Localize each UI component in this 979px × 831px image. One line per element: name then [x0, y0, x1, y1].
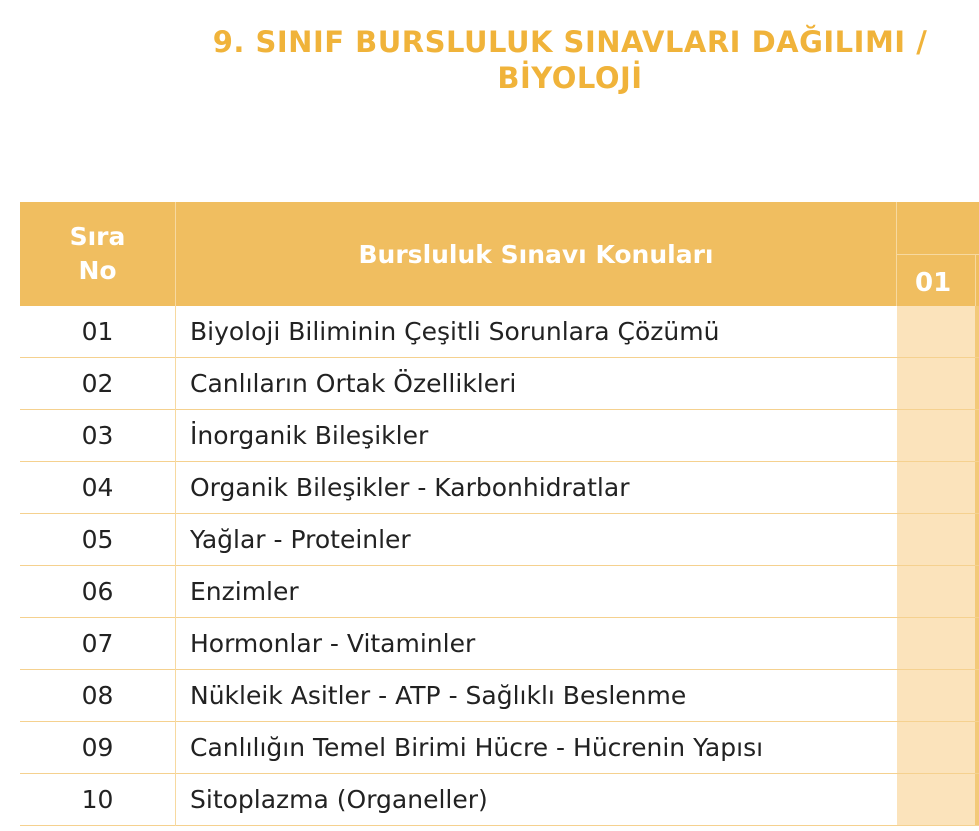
header-divider: [975, 255, 976, 306]
table-row: [20, 358, 979, 410]
row-divider: [175, 410, 176, 462]
row-number: 03: [81, 421, 114, 450]
row-topic: Hormonlar - Vitaminler: [190, 629, 476, 658]
page-title: [200, 24, 940, 96]
row-fill-edge: [975, 514, 979, 565]
row-divider: [175, 618, 176, 670]
row-divider: [175, 358, 176, 410]
header-no-label: No: [78, 256, 117, 285]
table-row: [20, 566, 979, 618]
row-topic: Canlılığın Temel Birimi Hücre - Hücrenin Yapısı: [190, 733, 764, 762]
row-divider: [175, 722, 176, 774]
title-line-1: 9. SINIF BURSLULUK SINAVLARI DAĞILIMI /: [212, 25, 928, 59]
row-number: 10: [81, 785, 114, 814]
table-header: [20, 202, 979, 306]
row-fill-edge: [975, 618, 979, 669]
row-number: 02: [81, 369, 114, 398]
row-fill-cell: [897, 358, 979, 409]
table-row: [20, 514, 979, 566]
row-topic: Canlıların Ortak Özellikleri: [190, 369, 517, 398]
row-number: 06: [81, 577, 114, 606]
table-row: [20, 410, 979, 462]
table-row: [20, 462, 979, 514]
row-number: 09: [81, 733, 114, 762]
row-topic: Biyoloji Biliminin Çeşitli Sorunlara Çözümü: [190, 317, 720, 346]
row-number: 01: [81, 317, 114, 346]
row-topic: İnorganik Bileşikler: [190, 421, 429, 450]
row-topic: Organik Bileşikler - Karbonhidratlar: [190, 473, 630, 502]
header-divider: [175, 202, 176, 306]
row-divider: [175, 462, 176, 514]
row-divider: [175, 670, 176, 722]
row-topic: Enzimler: [190, 577, 299, 606]
row-fill-edge: [975, 566, 979, 617]
row-fill-edge: [975, 462, 979, 513]
table-row: [20, 618, 979, 670]
row-fill-edge: [975, 358, 979, 409]
row-number: 08: [81, 681, 114, 710]
row-fill-cell: [897, 514, 979, 565]
header-column-01: 01: [915, 268, 952, 298]
table-row: [20, 306, 979, 358]
row-topic: Yağlar - Proteinler: [190, 525, 411, 554]
row-divider: [175, 514, 176, 566]
row-fill-edge: [975, 774, 979, 825]
table-row: [20, 722, 979, 774]
header-sira-label: Sıra: [69, 222, 126, 251]
row-fill-cell: [897, 306, 979, 357]
row-fill-edge: [975, 722, 979, 773]
table-row: [20, 774, 979, 826]
header-divider: [896, 254, 979, 255]
row-divider: [175, 774, 176, 826]
row-fill-cell: [897, 670, 979, 721]
row-topic: Nükleik Asitler - ATP - Sağlıklı Beslenme: [190, 681, 687, 710]
row-fill-cell: [897, 566, 979, 617]
header-topics: Bursluluk Sınavı Konuları: [358, 239, 714, 269]
row-fill-cell: [897, 462, 979, 513]
table-row: [20, 670, 979, 722]
row-fill-edge: [975, 410, 979, 461]
row-number: 04: [81, 473, 114, 502]
row-topic: Sitoplazma (Organeller): [190, 785, 488, 814]
row-fill-edge: [975, 670, 979, 721]
title-line-2: BİYOLOJİ: [497, 61, 643, 95]
row-fill-cell: [897, 722, 979, 773]
row-fill-cell: [897, 618, 979, 669]
row-number: 07: [81, 629, 114, 658]
row-divider: [175, 566, 176, 618]
row-divider: [175, 306, 176, 358]
row-number: 05: [81, 525, 114, 554]
header-sira-no: [20, 202, 175, 306]
row-fill-edge: [975, 306, 979, 357]
row-fill-cell: [897, 410, 979, 461]
row-fill-cell: [897, 774, 979, 825]
